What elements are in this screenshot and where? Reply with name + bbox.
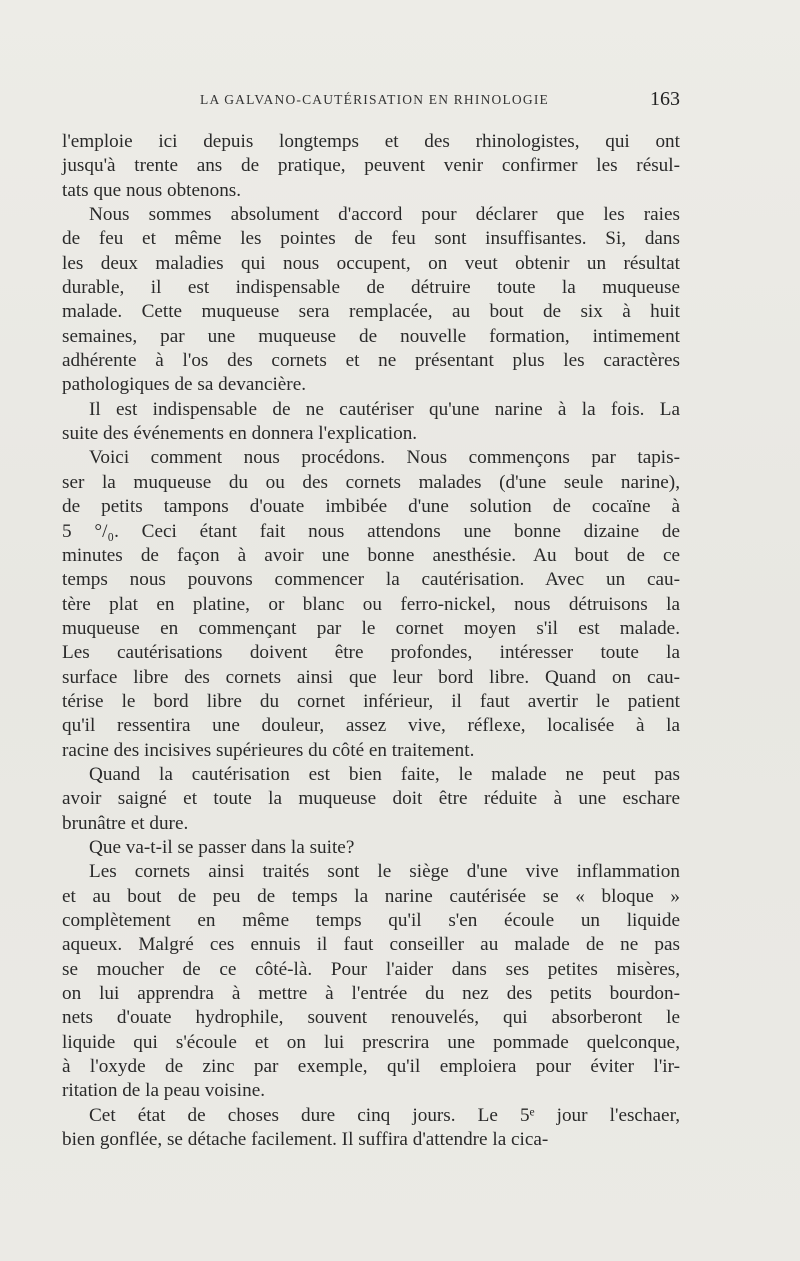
paragraph: [62, 763, 680, 836]
text-line: pathologiques de sa devancière.: [62, 374, 307, 396]
paragraph: [62, 446, 680, 762]
text-line: ser la muqueuse du ou des cornets malades (d'une seule narine),: [62, 471, 680, 493]
text-line: nets d'ouate hydrophile, souvent renouvelés, qui absorberont le: [62, 1007, 680, 1029]
body-text: [62, 130, 680, 1152]
paragraph: [62, 860, 680, 1103]
paragraph: [62, 836, 680, 860]
text-line: temps nous pouvons commencer la cautérisation. Avec un cau-: [62, 569, 680, 591]
text-line: ritation de la peau voisine.: [62, 1080, 266, 1102]
text-line: avoir saigné et toute la muqueuse doit être réduite à une eschare: [62, 788, 680, 810]
text-line: de feu et même les pointes de feu sont insuffisantes. Si, dans: [62, 228, 680, 250]
paragraph: [62, 398, 680, 447]
paragraph: [62, 203, 680, 398]
text-line: Que va-t-il se passer dans la suite?: [89, 836, 355, 858]
text-line: durable, il est indispensable de détruire toute la muqueuse: [62, 277, 680, 299]
text-line: tère plat en platine, or blanc ou ferro-nickel, nous détruisons la: [62, 593, 680, 615]
text-line: aqueux. Malgré ces ennuis il faut conseiller au malade de ne pas: [62, 934, 680, 956]
text-line: l'emploie ici depuis longtemps et des rhinologistes, qui ont: [62, 131, 680, 152]
text-line: térise le bord libre du cornet inférieur, il faut avertir le patient: [62, 690, 680, 712]
text-line: malade. Cette muqueuse sera remplacée, au bout de six à huit: [62, 301, 680, 323]
text-line: et au bout de peu de temps la narine cautérisée se « bloque »: [62, 885, 680, 907]
text-line: minutes de façon à avoir une bonne anesthésie. Au bout de ce: [62, 544, 680, 566]
text-line: Nous sommes absolument d'accord pour déclarer que les raies: [89, 204, 680, 226]
paragraph: [62, 130, 680, 203]
running-header: [62, 88, 680, 118]
text-line: Les cornets ainsi traités sont le siège d'une vive inflammation: [89, 861, 680, 883]
running-title: LA GALVANO-CAUTÉRISATION EN RHINOLOGIE: [200, 92, 549, 107]
text-line: Cet état de choses dure cinq jours. Le 5ᵉ jour l'eschaer,: [89, 1104, 680, 1126]
text-line: les deux maladies qui nous occupent, on veut obtenir un résultat: [62, 252, 680, 274]
text-line: racine des incisives supérieures du côté en traitement.: [62, 739, 475, 761]
text-line: brunâtre et dure.: [62, 812, 189, 834]
text-line: de petits tampons d'ouate imbibée d'une solution de cocaïne à: [62, 496, 680, 518]
text-line: adhérente à l'os des cornets et ne présentant plus les caractères: [62, 350, 680, 372]
text-line: qu'il ressentira une douleur, assez vive, réflexe, localisée à la: [62, 715, 680, 737]
text-line: Voici comment nous procédons. Nous commençons par tapis-: [89, 447, 680, 469]
text-line: Il est indispensable de ne cautériser qu'une narine à la fois. La: [89, 398, 680, 420]
text-line: semaines, par une muqueuse de nouvelle formation, intimement: [62, 325, 680, 347]
paragraph: [62, 1104, 680, 1153]
text-line: complètement en même temps qu'il s'en écoule un liquide: [62, 910, 680, 931]
text-line: bien gonflée, se détache facilement. Il suffira d'attendre la cica-: [62, 1129, 549, 1151]
text-line: tats que nous obtenons.: [62, 179, 242, 201]
text-line: 5 °/₀. Ceci étant fait nous attendons une bonne dizaine de: [62, 520, 680, 542]
text-line: Les cautérisations doivent être profondes, intéresser toute la: [62, 642, 680, 664]
text-line: se moucher de ce côté-là. Pour l'aider dans ses petites misères,: [62, 958, 680, 980]
text-line: surface libre des cornets ainsi que leur bord libre. Quand on cau-: [62, 666, 680, 688]
text-line: on lui apprendra à mettre à l'entrée du nez des petits bourdon-: [62, 983, 680, 1005]
text-line: Quand la cautérisation est bien faite, le malade ne peut pas: [89, 763, 680, 785]
text-line: à l'oxyde de zinc par exemple, qu'il emploiera pour éviter l'ir-: [62, 1056, 680, 1078]
text-line: liquide qui s'écoule et on lui prescrira une pommade quelconque,: [62, 1031, 680, 1053]
text-line: muqueuse en commençant par le cornet moyen s'il est malade.: [62, 617, 680, 639]
page-number: 163: [650, 88, 680, 110]
text-line: suite des événements en donnera l'explication.: [62, 423, 418, 445]
text-line: jusqu'à trente ans de pratique, peuvent venir confirmer les résul-: [62, 155, 680, 177]
